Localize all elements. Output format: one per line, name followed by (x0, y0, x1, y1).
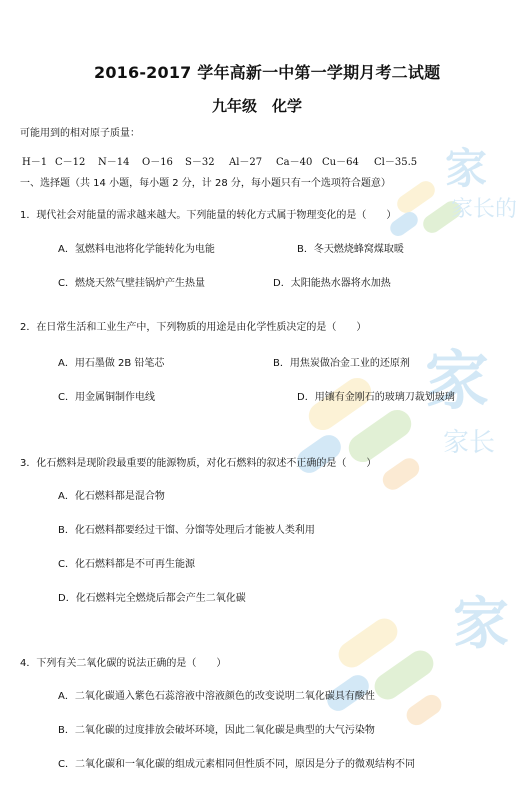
atomic-mass-item: S－32 (185, 157, 215, 168)
atomic-mass-item: Cl－35.5 (374, 157, 418, 168)
watermark-top (385, 130, 517, 260)
question-3-option-b: B．化石燃料都要经过干馏、分馏等处理后才能被人类利用 (58, 525, 315, 536)
question-4-option-b: B．二氧化碳的过度排放会破坏环境，因此二氧化碳是典型的大气污染物 (58, 725, 375, 736)
atomic-mass-item: H－1 (22, 157, 48, 168)
question-1-option-d: D．太阳能热水器将水加热 (273, 278, 391, 289)
question-1-option-c: C．燃烧天然气壁挂锅炉产生热量 (58, 278, 205, 289)
atomic-masses-list (0, 153, 517, 167)
question-4-option-c: C．二氧化碳和一氧化碳的组成元素相同但性质不同，原因是分子的微观结构不同 (58, 759, 415, 770)
section-heading: 一、选择题（共 14 小题，每小题 2 分，计 28 分，每小题只有一个选项符合题意） (20, 178, 391, 189)
question-2-option-b: B．用焦炭做冶金工业的还原剂 (273, 358, 410, 369)
question-2-stem: 2．在日常生活和工业生产中，下列物质的用途是由化学性质决定的是（ ） (20, 322, 367, 333)
question-4-stem: 4．下列有关二氧化碳的说法正确的是（ ） (20, 658, 227, 669)
question-3-stem: 3．化石燃料是现阶段最重要的能源物质，对化石燃料的叙述不正确的是（ ） (20, 458, 377, 469)
watermark-char-2: 家 (425, 345, 489, 419)
question-3-option-a: A．化石燃料都是混合物 (58, 491, 165, 502)
question-2-option-a: A．用石墨做 2B 铅笔芯 (58, 358, 165, 369)
question-3-option-d: D．化石燃料完全燃烧后都会产生二氧化碳 (58, 593, 246, 604)
atomic-masses-label: 可能用到的相对原子质量： (20, 128, 140, 139)
watermark-bottom (325, 570, 517, 750)
question-2-option-d: D．用镶有金刚石的玻璃刀裁划玻璃 (297, 392, 455, 403)
watermark-char-3: 家 (453, 592, 509, 657)
question-3-option-c: C．化石燃料都是不可再生能源 (58, 559, 195, 570)
page-subtitle: 九年级 化学 (212, 97, 303, 115)
question-4-option-a: A．二氧化碳通入紫色石蕊溶液中溶液颜色的改变说明二氧化碳具有酸性 (58, 691, 375, 702)
atomic-mass-item: Al－27 (229, 157, 263, 168)
page-title: 2016-2017 学年高新一中第一学期月考二试题 (94, 63, 441, 82)
atomic-mass-item: O－16 (142, 157, 173, 168)
atomic-mass-item: N－14 (98, 157, 130, 168)
watermark-char: 家 (445, 144, 488, 193)
atomic-mass-item: Ca－40 (276, 157, 313, 168)
question-1-stem: 1．现代社会对能量的需求越来越大。下列能量的转化方式属于物理变化的是（ ） (20, 210, 397, 221)
watermark-logo-icon (385, 130, 517, 260)
watermark-logo-icon-3 (325, 570, 517, 750)
watermark-text: 家长的 (451, 197, 517, 222)
atomic-mass-item: C－12 (55, 157, 86, 168)
question-1-option-a: A．氢燃料电池将化学能转化为电能 (58, 244, 215, 255)
question-2-option-c: C．用金属铜制作电线 (58, 392, 155, 403)
question-1-option-b: B．冬天燃烧蜂窝煤取暖 (297, 244, 404, 255)
watermark-text-2: 家长 (443, 428, 496, 458)
atomic-mass-item: Cu－64 (322, 157, 359, 168)
